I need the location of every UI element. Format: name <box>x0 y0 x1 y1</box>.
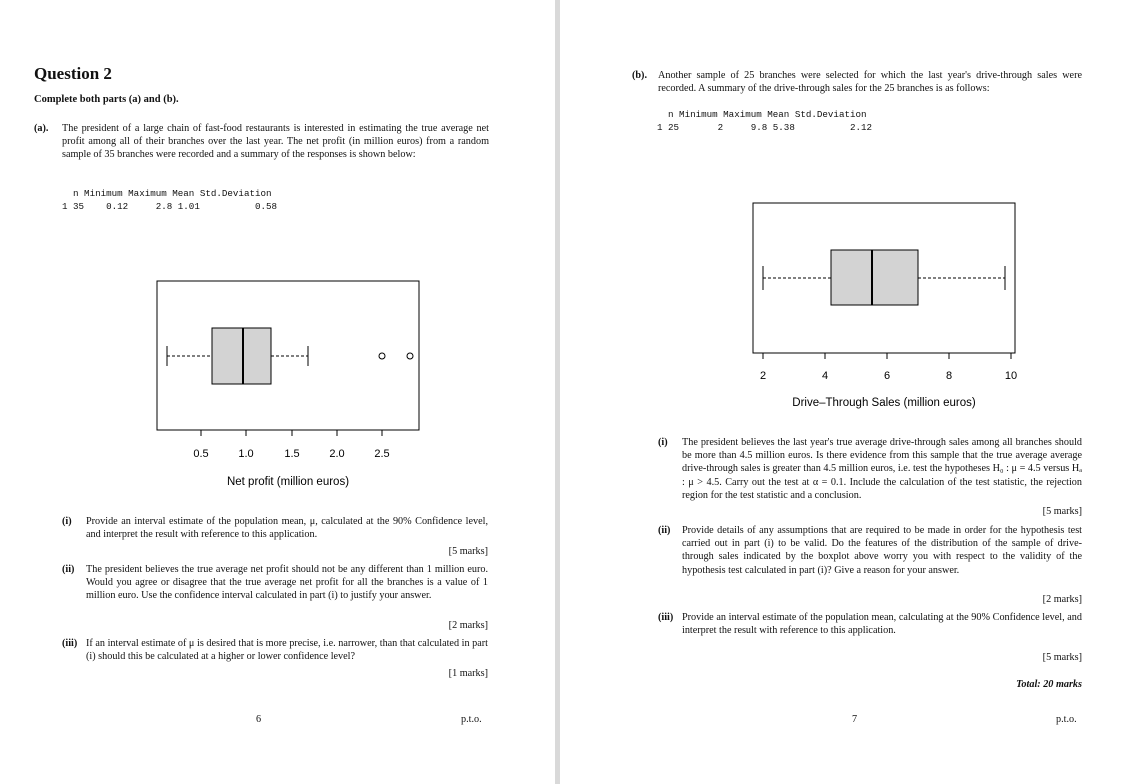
part-b <box>632 69 1082 95</box>
total-marks: Total: 20 marks <box>1016 679 1082 690</box>
part-a-text: The president of a large chain of fast-food restaurants is interested in estimating the true average net profit among all of their branches over the last year. The net profit (in million euros) from a random sample of 35 branches were recorded and a summary of the responses is shown below: <box>62 123 489 161</box>
summary-row: 1 35 0.12 2.8 1.01 0.58 <box>62 201 278 212</box>
x-tick-label: 4 <box>821 370 829 382</box>
question-a-iii <box>62 637 488 663</box>
summary-header: n Minimum Maximum Mean Std.Deviation <box>62 188 272 199</box>
marks: [1 marks] <box>448 668 488 679</box>
question-text: The president believes the true average net profit should not be any different than 1 million euro. Would you agree or disagree that the true average net profit for all the branches is a value of 1 million euro. Use the confidence interval calculated in part (i) to justify your answer. <box>86 564 488 602</box>
question-title: Question 2 <box>34 64 112 83</box>
outlier-point <box>379 353 385 359</box>
part-b-text: Another sample of 25 branches were selected for which the last year's drive-through sales were recorded. A summary of the drive-through sales for the 25 branches is as follows: <box>658 70 1082 95</box>
question-text: Provide an interval estimate of the population mean, μ, calculated at the 90% Confidence level, and interpret the result with reference to this application. <box>86 516 488 541</box>
marks: [5 marks] <box>448 546 488 557</box>
part-b-label: (b). <box>632 70 647 81</box>
instruction: Complete both parts (a) and (b). <box>34 94 179 105</box>
question-text: Provide details of any assumptions that are required to be made in order for the hypothesis test carried out in part (i) to be valid. Do the features of the distribution of the sample of drive-through sales indicated by the boxplot above worry you with respect to the validity of the hypothesis test calculated in part (i)? Give a reason for your answer. <box>682 525 1082 576</box>
page-number: 6 <box>256 714 262 725</box>
question-b-i <box>658 436 1082 502</box>
x-tick-label: 2 <box>759 370 767 382</box>
x-tick-label: 2.5 <box>374 448 390 460</box>
part-a-label: (a). <box>34 123 49 134</box>
pto-label: p.t.o. <box>461 714 482 725</box>
question-a-i <box>62 515 488 541</box>
summary-row: 1 25 2 9.8 5.38 2.12 <box>657 122 873 133</box>
iqr-box <box>831 250 918 305</box>
question-b-ii <box>658 524 1082 577</box>
net-profit-boxplot <box>150 276 430 491</box>
question-b-iii <box>658 611 1082 637</box>
part-a <box>34 122 489 162</box>
question-label: (i) <box>658 437 668 448</box>
x-tick-label: 8 <box>945 370 953 382</box>
marks: [2 marks] <box>448 620 488 631</box>
summary-header: n Minimum Maximum Mean Std.Deviation <box>657 109 867 120</box>
page-6 <box>0 0 555 784</box>
x-tick-label: 10 <box>1004 370 1018 382</box>
question-text: If an interval estimate of μ is desired that is more precise, i.e. narrower, than that calculated in part (i) should this be calculated at a higher or lower confidence level? <box>86 638 488 663</box>
question-label: (i) <box>62 516 72 527</box>
marks: [5 marks] <box>1042 652 1082 663</box>
outlier-point <box>407 353 413 359</box>
x-tick-label: 6 <box>883 370 891 382</box>
question-label: (ii) <box>62 564 75 575</box>
drive-through-boxplot <box>746 196 1031 414</box>
x-tick-label: 1.5 <box>284 448 300 460</box>
x-axis-label: Net profit (million euros) <box>226 476 350 488</box>
page-number: 7 <box>852 714 858 725</box>
page-7 <box>560 0 1143 784</box>
marks: [2 marks] <box>1042 594 1082 605</box>
pto-label: p.t.o. <box>1056 714 1077 725</box>
x-axis-label: Drive–Through Sales (million euros) <box>792 397 976 409</box>
question-text: The president believes the last year's true average drive-through sales among all branches should be more than 4.5 million euros. Is there evidence from this sample that the true average average drive-through sales is greater than 4.5 million euros, i.e. test the hypotheses H₀ : μ = 4.5 versus Hₐ : μ > 4.5. Carry out the test at α = 0.1. Include the calculation of the test statistic, the rejection region for the test statistic and a conclusion. <box>682 437 1082 501</box>
question-text: Provide an interval estimate of the population mean, calculating at the 90% Confidence level, and interpret the result with reference to this application. <box>682 612 1082 637</box>
question-a-ii <box>62 563 488 603</box>
x-tick-label: 2.0 <box>329 448 345 460</box>
marks: [5 marks] <box>1042 506 1082 517</box>
x-tick-label: 0.5 <box>193 448 209 460</box>
question-label: (ii) <box>658 525 671 536</box>
x-tick-label: 1.0 <box>238 448 254 460</box>
iqr-box <box>212 328 271 384</box>
question-label: (iii) <box>62 638 78 649</box>
question-label: (iii) <box>658 612 674 623</box>
